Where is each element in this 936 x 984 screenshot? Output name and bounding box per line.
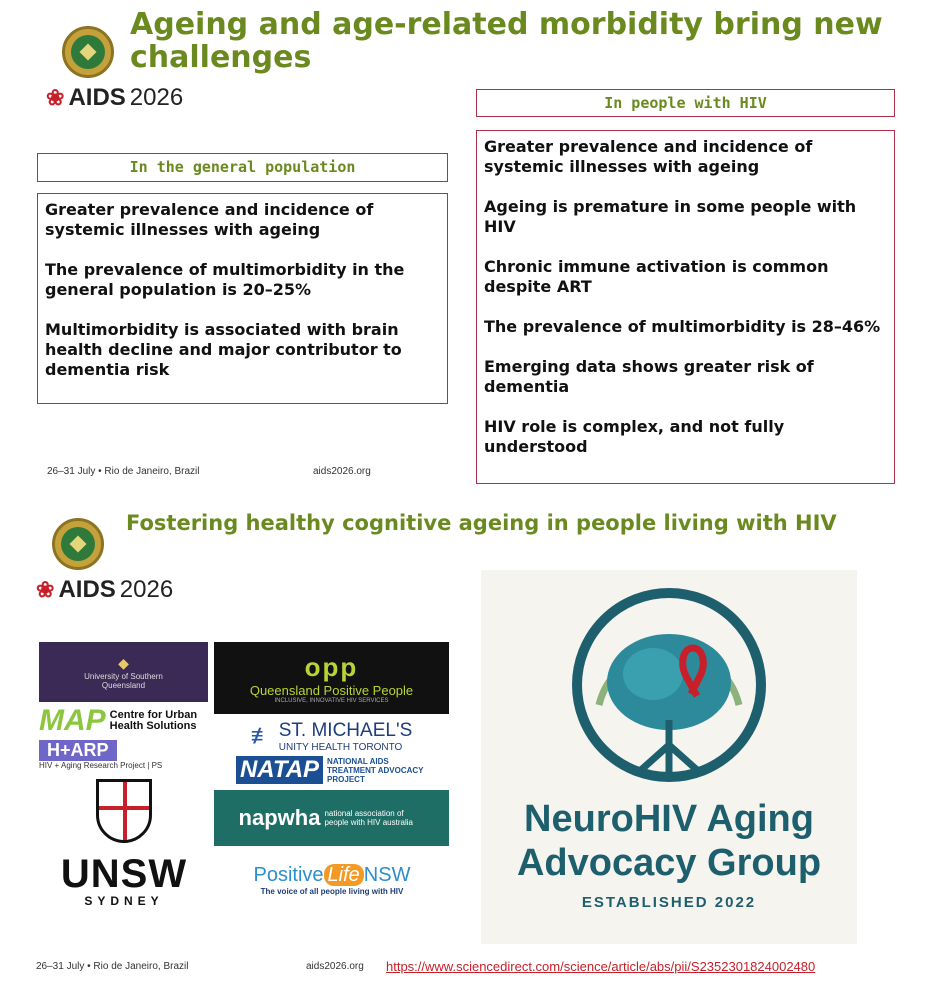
unsw-logo: UNSW SYDNEY bbox=[60, 852, 188, 908]
footer-date: 26–31 July • Rio de Janeiro, Brazil bbox=[36, 961, 189, 972]
harp-logo: H+ARP HIV + Aging Research Project | PS bbox=[39, 740, 163, 770]
qpp-logo: opp Queensland Positive People INCLUSIVE, INNOVATIVE HIV SERVICES bbox=[214, 642, 449, 714]
slide-title: Fostering healthy cognitive ageing in people living with HIV bbox=[126, 511, 837, 535]
neurohiv-logo-panel bbox=[481, 570, 857, 944]
list-item: The prevalence of multimorbidity in the general population is 20–25% bbox=[45, 260, 405, 299]
people-with-hiv-box bbox=[476, 130, 895, 484]
list-item: Greater prevalence and incidence of systemic illnesses with ageing bbox=[45, 200, 374, 239]
natap-logo: NATAP NATIONAL AIDS TREATMENT ADVOCACY PROJECT bbox=[214, 754, 449, 786]
brain-tree-icon bbox=[481, 570, 857, 800]
shield-icon: ◆ bbox=[118, 654, 129, 671]
general-population-box bbox=[37, 193, 448, 404]
neurohiv-established: ESTABLISHED 2022 bbox=[581, 894, 757, 911]
footer-date: 26–31 July • Rio de Janeiro, Brazil bbox=[47, 466, 200, 477]
slide-ageing-challenges bbox=[0, 0, 936, 490]
st-michaels-logo: ≢ ST. MICHAEL'S UNITY HEALTH TORONTO bbox=[250, 719, 413, 753]
aids-2026-logo: ❀ AIDS 2026 bbox=[36, 576, 174, 603]
list-item: The prevalence of multimorbidity is 28–46% bbox=[484, 317, 881, 336]
list-item: Chronic immune activation is common despite ART bbox=[484, 257, 829, 296]
neurohiv-title-line1: NeuroHIV Aging bbox=[524, 798, 814, 840]
list-item: Ageing is premature in some people with HIV bbox=[484, 197, 857, 236]
map-logo: MAP Centre for Urban Health Solutions bbox=[39, 704, 198, 737]
list-item: Greater prevalence and incidence of systemic illnesses with ageing bbox=[484, 137, 813, 176]
list-item: Multimorbidity is associated with brain health decline and major contributor to dementia risk bbox=[45, 320, 402, 379]
conference-emblem-icon bbox=[52, 518, 104, 570]
red-ribbon-icon: ❀ bbox=[46, 85, 65, 110]
st-michaels-icon: ≢ bbox=[250, 723, 273, 748]
usq-logo: ◆ University of Southern Queensland bbox=[39, 642, 208, 702]
list-item: HIV role is complex, and not fully understood bbox=[484, 417, 785, 456]
sciencedirect-link[interactable]: https://www.sciencedirect.com/science/article/abs/pii/S2352301824002480 bbox=[386, 959, 816, 974]
aids-2026-logo: ❀ AIDS 2026 bbox=[46, 84, 184, 111]
list-item: Emerging data shows greater risk of dementia bbox=[484, 357, 814, 396]
positive-life-nsw-logo: Positive Life NSW The voice of all people living with HIV bbox=[253, 864, 411, 896]
footer-url: aids2026.org bbox=[306, 961, 364, 972]
conference-emblem-icon bbox=[62, 26, 114, 78]
red-ribbon-icon: ❀ bbox=[36, 577, 55, 602]
slide-title: Ageing and age-related morbidity bring new challenges bbox=[130, 7, 883, 75]
unsw-crest-icon bbox=[88, 776, 160, 846]
neurohiv-title-line2: Advocacy Group bbox=[516, 842, 822, 884]
people-with-hiv-header: In people with HIV bbox=[476, 89, 895, 117]
napwha-logo: napwha national association of people with HIV australia bbox=[214, 790, 449, 846]
footer-url: aids2026.org bbox=[313, 466, 371, 477]
general-population-header: In the general population bbox=[37, 153, 448, 182]
slide-fostering-cognitive-ageing bbox=[0, 500, 936, 984]
